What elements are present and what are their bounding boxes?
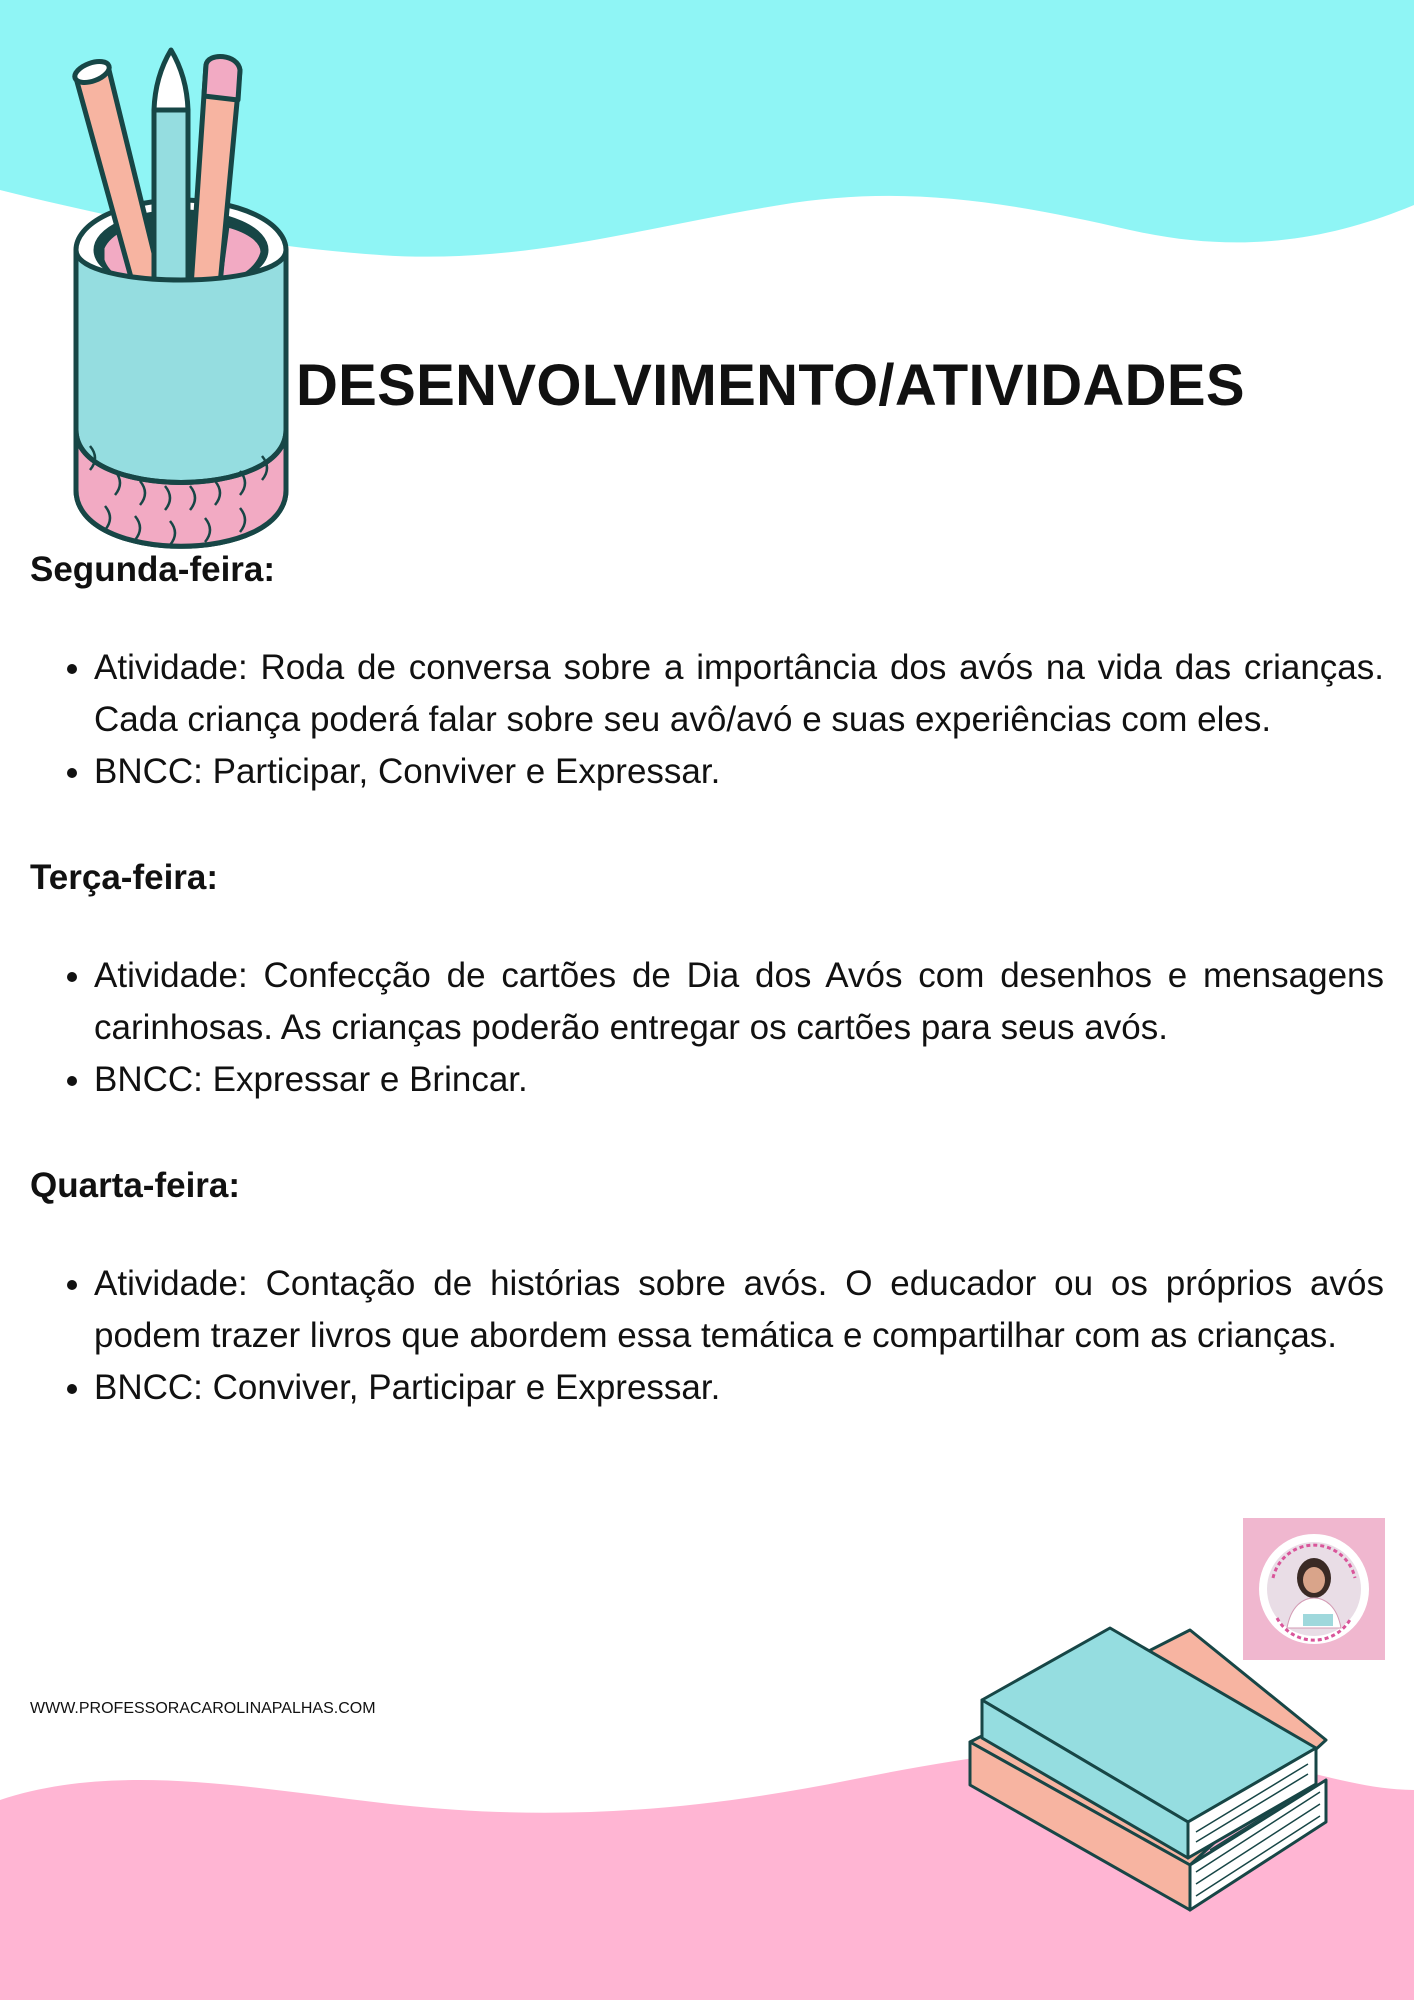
- list-item: • BNCC: Expressar e Brincar.: [94, 1054, 1384, 1106]
- list-item: • Atividade: Roda de conversa sobre a importância dos avós na vida das crianças. Cada criança poderá falar sobre seu avô/avó e suas experiências com eles.: [94, 642, 1384, 746]
- activity-list: [30, 642, 1384, 798]
- activity-list: [30, 950, 1384, 1106]
- activity-list: [30, 1258, 1384, 1414]
- section-wednesday: [30, 1166, 1384, 1414]
- section-tuesday: [30, 858, 1384, 1106]
- day-heading: Segunda-feira:: [30, 550, 276, 589]
- list-item: • BNCC: Participar, Conviver e Expressar.: [94, 746, 1384, 798]
- list-item: • Atividade: Confecção de cartões de Dia dos Avós com desenhos e mensagens carinhosas. As crianças poderão entregar os cartões para seus avós.: [94, 950, 1384, 1054]
- logo-avatar-icon: [1243, 1518, 1385, 1660]
- day-heading: Quarta-feira:: [30, 1166, 241, 1205]
- list-item: • Atividade: Contação de histórias sobre avós. O educador ou os próprios avós podem trazer livros que abordem essa temática e compartilhar com as crianças.: [94, 1258, 1384, 1362]
- website-url: WWW.PROFESSORACAROLINAPALHAS.COM: [30, 1700, 376, 1717]
- page-title: DESENVOLVIMENTO/ATIVIDADES: [296, 353, 1245, 418]
- section-monday: [30, 550, 1384, 798]
- activities-content: [30, 550, 1384, 1474]
- day-heading: Terça-feira:: [30, 858, 219, 897]
- list-item: • BNCC: Conviver, Participar e Expressar.: [94, 1362, 1384, 1414]
- teacher-logo-badge: [1243, 1518, 1385, 1660]
